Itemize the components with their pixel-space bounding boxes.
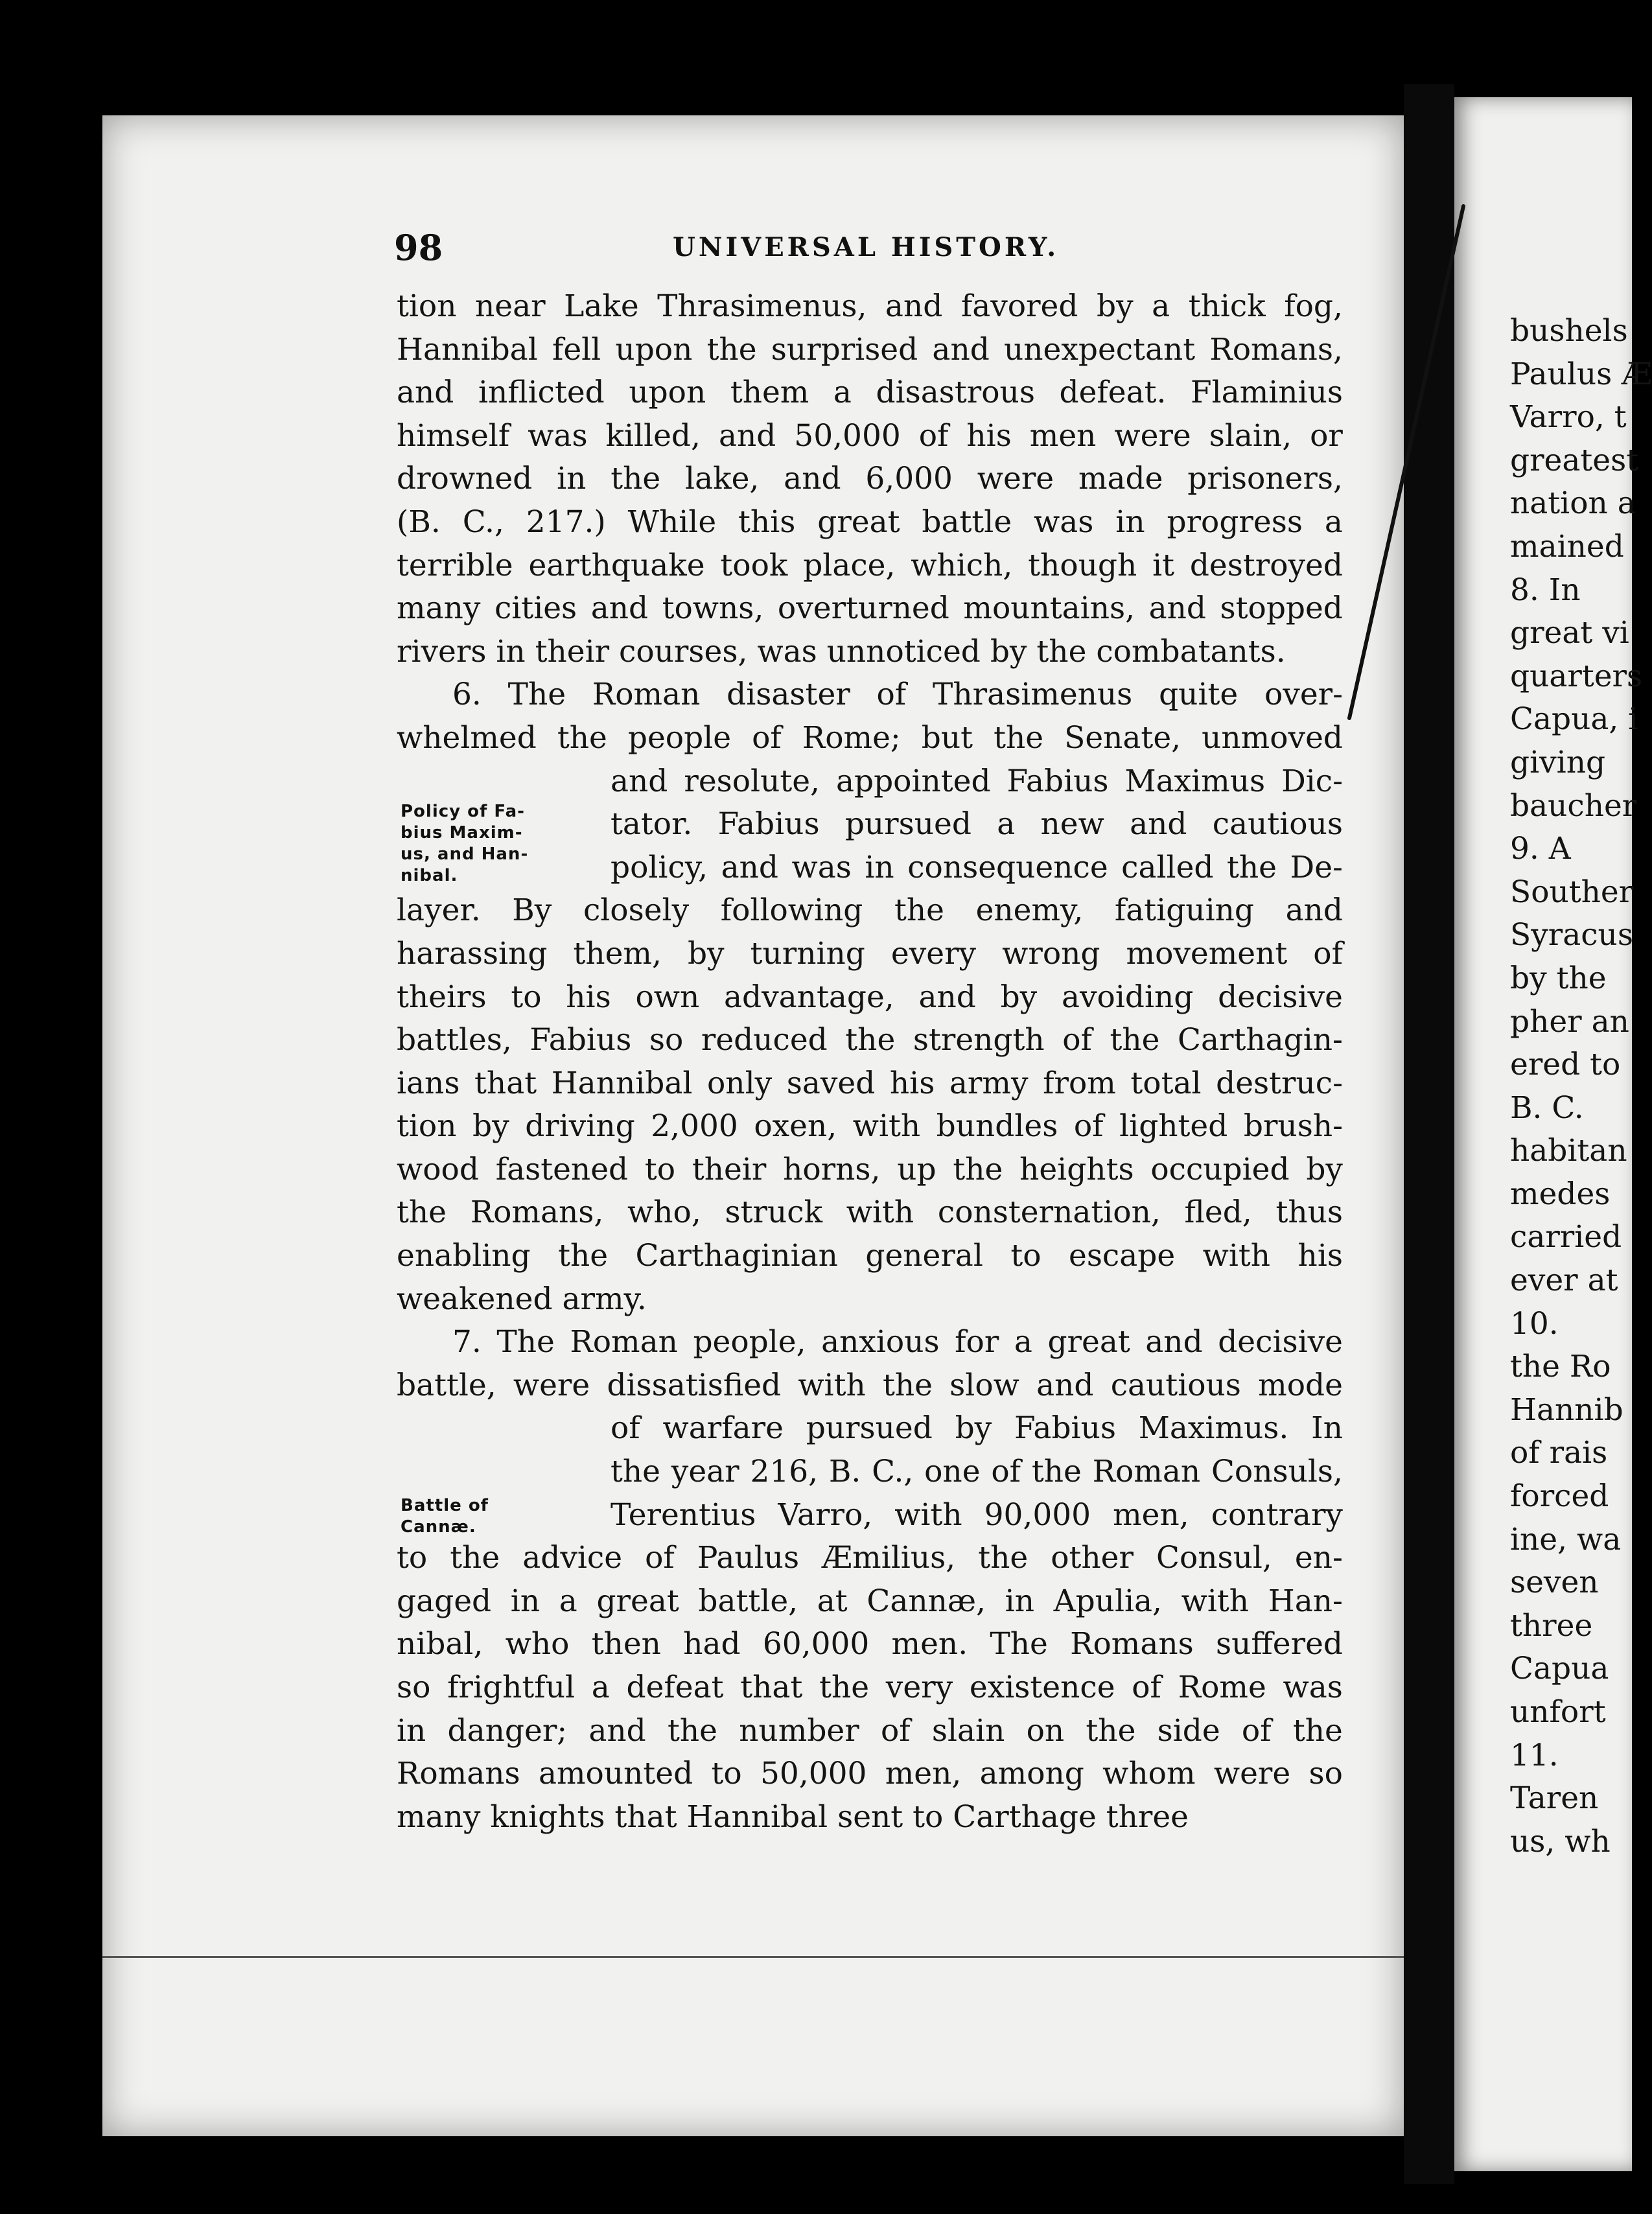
right-page-line: mained <box>1510 528 1624 565</box>
text-line: harassing them, by turning every wrong movement of <box>397 935 1343 972</box>
text-line: battle, were dissatisfied with the slow and cautious mode <box>397 1367 1343 1403</box>
right-page-line: us, wh <box>1510 1823 1611 1859</box>
text-line: tator. Fabius pursued a new and cautious <box>611 806 1343 843</box>
text-line: ians that Hannibal only saved his army from total destruc- <box>397 1065 1343 1101</box>
right-page-line: nation a <box>1510 485 1636 522</box>
right-page-line: Syracus <box>1510 917 1633 953</box>
right-page-line: ered to <box>1510 1047 1621 1083</box>
text-line: drowned in the lake, and 6,000 were made prisoners, <box>397 461 1343 497</box>
text-line: weakened army. <box>397 1281 647 1317</box>
text-line: tion by driving 2,000 oxen, with bundles of lighted brush- <box>397 1108 1343 1145</box>
right-page-line: giving <box>1510 744 1606 780</box>
page-bottom-rule <box>102 1956 1404 1958</box>
text-line: in danger; and the number of slain on the side of the <box>397 1712 1343 1749</box>
sidenote-line: Battle of <box>401 1496 489 1515</box>
text-line: tion near Lake Thrasimenus, and favored by a thick fog, <box>397 288 1343 324</box>
text-line: the year 216, B. C., one of the Roman Consuls, <box>611 1454 1343 1490</box>
right-page-line: Varro, t <box>1510 399 1627 436</box>
text-line: Romans amounted to 50,000 men, among whom were so <box>397 1756 1343 1792</box>
right-page-line: of rais <box>1510 1435 1608 1471</box>
right-page-line: bushels <box>1510 313 1628 349</box>
sidenote-cannae <box>401 1495 489 1538</box>
text-line: wood fastened to their horns, up the heights occupied by <box>397 1151 1343 1187</box>
right-page-line: 11. <box>1510 1737 1559 1773</box>
sidenote-line: Policy of Fa- <box>401 802 525 821</box>
right-page-line: Capua, i <box>1510 701 1638 738</box>
right-page-line: ine, wa <box>1510 1521 1622 1557</box>
sidenote-fabius <box>401 801 528 887</box>
right-page-line: 8. In <box>1510 572 1581 608</box>
text-line: himself was killed, and 50,000 of his men were slain, or <box>397 417 1343 454</box>
sidenote-line: Cannæ. <box>401 1517 476 1537</box>
text-line: 6. The Roman disaster of Thrasimenus quite over- <box>452 677 1343 713</box>
sidenote-line: nibal. <box>401 866 458 885</box>
text-line: policy, and was in consequence called the De- <box>611 849 1343 885</box>
main-text <box>397 285 1343 1839</box>
text-line: rivers in their courses, was unnoticed by the combatants. <box>397 633 1286 670</box>
right-page-line: by the <box>1510 960 1607 996</box>
right-page-line: ever at <box>1510 1263 1618 1299</box>
text-line: and resolute, appointed Fabius Maximus Dic- <box>611 763 1343 799</box>
right-page-line: seven <box>1510 1565 1599 1601</box>
text-line: many cities and towns, overturned mountains, and stopped <box>397 590 1343 627</box>
text-line: many knights that Hannibal sent to Carthage three <box>397 1799 1189 1835</box>
right-page-line: quarters <box>1510 658 1643 694</box>
right-page-line: 10. <box>1510 1305 1559 1342</box>
text-line: gaged in a great battle, at Cannæ, in Apulia, with Han- <box>397 1583 1343 1619</box>
text-line: theirs to his own advantage, and by avoiding decisive <box>397 979 1343 1015</box>
right-page-line: unfort <box>1510 1694 1606 1730</box>
text-line: Terentius Varro, with 90,000 men, contrary <box>611 1497 1343 1533</box>
text-line: (B. C., 217.) While this great battle was in progress a <box>397 504 1343 540</box>
text-line: 7. The Roman people, anxious for a great and decisive <box>452 1324 1343 1360</box>
right-page-line: Paulus Æ <box>1510 356 1652 392</box>
text-line: whelmed the people of Rome; but the Senate, unmoved <box>397 719 1343 756</box>
text-line: to the advice of Paulus Æmilius, the other Consul, en- <box>397 1540 1343 1576</box>
right-page-line: habitan <box>1510 1133 1627 1169</box>
right-page-line: 9. A <box>1510 831 1571 867</box>
right-page-line: three <box>1510 1607 1593 1644</box>
text-line: terrible earthquake took place, which, though it destroyed <box>397 547 1343 583</box>
right-page-line: great vi <box>1510 615 1629 651</box>
right-page-line: Taren <box>1510 1780 1599 1817</box>
right-page-line: medes <box>1510 1176 1611 1212</box>
right-page-line: pher an <box>1510 1003 1629 1040</box>
text-line: battles, Fabius so reduced the strength of the Carthagin- <box>397 1022 1343 1058</box>
right-page-line: Souther <box>1510 874 1634 910</box>
sidenote-line: bius Maxim- <box>401 823 523 843</box>
text-line: the Romans, who, struck with consternation, fled, thus <box>397 1194 1343 1231</box>
right-page-text <box>1510 310 1652 1863</box>
text-line: nibal, who then had 60,000 men. The Romans suffered <box>397 1626 1343 1662</box>
text-line: of warfare pursued by Fabius Maximus. In <box>611 1410 1343 1447</box>
running-head: UNIVERSAL HISTORY. <box>673 232 1060 262</box>
right-page-line: carried <box>1510 1219 1622 1255</box>
right-page-line: greatest <box>1510 442 1639 478</box>
text-line: and inflicted upon them a disastrous defeat. Flaminius <box>397 375 1343 411</box>
text-line: layer. By closely following the enemy, fatiguing and <box>397 892 1343 929</box>
right-page-line: Capua <box>1510 1651 1609 1687</box>
right-page-line: the Ro <box>1510 1349 1611 1385</box>
page-number: 98 <box>394 227 443 268</box>
sidenote-line: us, and Han- <box>401 845 529 864</box>
right-page-line: B. C. <box>1510 1090 1584 1126</box>
right-page-line: forced <box>1510 1478 1609 1515</box>
page-header <box>290 227 1392 279</box>
text-line: Hannibal fell upon the surprised and unexpectant Romans, <box>397 331 1343 367</box>
text-line: enabling the Carthaginian general to escape with his <box>397 1238 1343 1274</box>
text-line: so frightful a defeat that the very existence of Rome was <box>397 1670 1343 1705</box>
right-page-line: Hannib <box>1510 1392 1623 1428</box>
book-gutter <box>1404 84 1454 2184</box>
right-page-line: baucher <box>1510 787 1637 824</box>
